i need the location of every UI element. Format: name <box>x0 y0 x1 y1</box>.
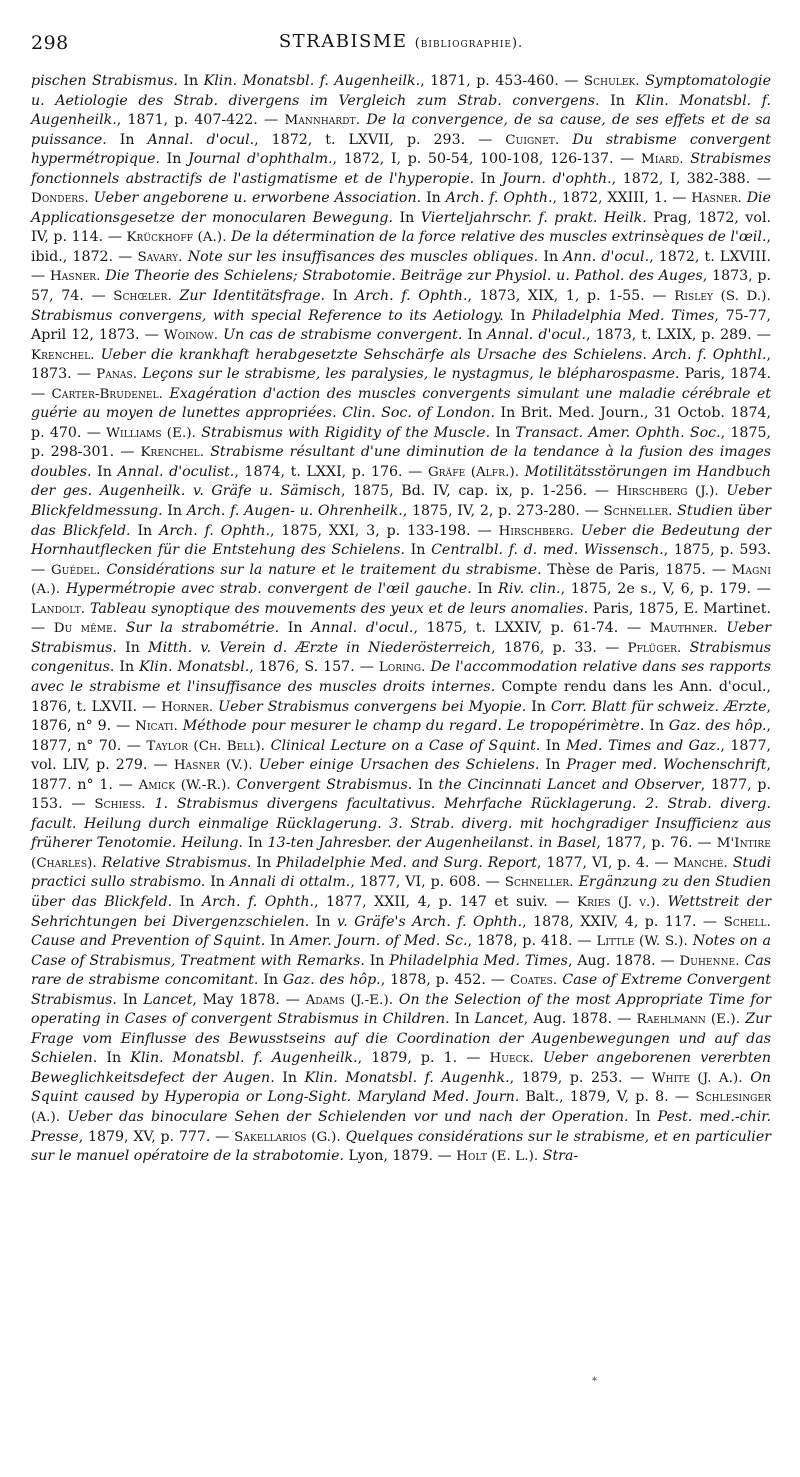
reference-title: Studi practici sullo strabismo. <box>31 854 771 891</box>
reference-journal: Pest. med.-chir. Presse <box>31 1108 771 1145</box>
reference-title: On the Selection of the most Appropriate Time for operating in Cases of convergent Strabismus in Children. <box>31 991 771 1028</box>
reference-author: Duhenne. <box>679 953 740 969</box>
reference-author: Mauthner. <box>649 621 718 637</box>
reference-author: Guédel. <box>50 562 101 578</box>
reference-journal: Gaz. des hôp. <box>282 972 381 989</box>
reference-author: Raehlmann (E.). <box>636 1012 741 1028</box>
reference-details: , 1875, 2e s., V, 6, p. 179. <box>560 581 751 598</box>
reference-author: Hirschberg. <box>498 523 574 539</box>
reference-connector: In <box>265 933 290 950</box>
reference-journal: Riv. clin. <box>498 581 561 598</box>
reference-connector: In <box>474 170 503 187</box>
reference-connector: In <box>172 893 202 910</box>
reference-details: Prag, 1872, vol. IV, p. 114. <box>31 209 771 246</box>
reference-details: , 1875, XXI, 3, p. 133-198. <box>270 522 471 539</box>
reference-details: , 1872, I, 382-388. <box>611 170 751 187</box>
reference-title: Strabismus with Rigidity of the Muscle. <box>201 424 491 441</box>
reference-author: M'Intire (Charles). <box>31 836 771 871</box>
reference-journal: Prager med. Wochenschrift <box>566 757 767 774</box>
reference-connector: In <box>177 73 204 89</box>
reference-title: Considérations sur la nature et le traitement du strabisme. <box>106 561 542 578</box>
reference-details: , 1879, p. 253. <box>509 1069 623 1086</box>
reference-connector: In <box>471 581 499 598</box>
reference-title: Symptomatologie u. Aetiologie des Strab. divergens im Vergleich zum Strab. convergens. <box>31 73 771 109</box>
reference-connector: In <box>490 424 516 441</box>
reference-details: , 1876, p. 33. <box>491 639 597 656</box>
running-head <box>31 28 771 58</box>
reference-details: , 1876, S. 157. <box>249 659 355 676</box>
page-number: 298 <box>31 32 69 54</box>
reference-details: , 1877. n° 1. <box>31 757 771 793</box>
reference-connector: In <box>106 131 148 148</box>
reference-connector: In <box>309 913 337 930</box>
reference-journal: Centralbl. f. d. med. Wissensch. <box>431 542 664 559</box>
reference-title: Ueber die krankhaft herabgesetzte Sehschärfe als Ursache des Schielens. <box>100 346 647 363</box>
reference-connector: In <box>325 288 356 305</box>
reference-details: , 1877, vol. LIV, p. 279. <box>31 737 771 774</box>
reference-title: Sur la strabométrie. <box>125 620 280 637</box>
reference-author: Holt (E. L.). <box>456 1149 539 1165</box>
reference-connector: In <box>538 248 564 265</box>
reference-journal: the Cincinnati Lancet and Observer <box>438 776 701 793</box>
reference-connector: In <box>91 463 118 480</box>
reference-connector: In <box>449 1011 475 1028</box>
reference-connector: In <box>462 327 488 344</box>
page-mark: * <box>592 1376 597 1387</box>
reference-title: Strabisme résultant d'une diminution de la tendance à la fusion des images doubles. <box>31 444 771 480</box>
reference-details: , 1879, p. 1. <box>357 1050 458 1067</box>
reference-details: , 1872, t. LXVII, p. 293. <box>254 131 466 148</box>
reference-title: Notes on a Case of Strabismus, Treatment with Remarks. <box>31 933 771 969</box>
reference-connector: In <box>540 737 566 754</box>
reference-details: Balt., 1879, V, p. 8. <box>519 1089 669 1106</box>
reference-author: Hirschberg (J.). <box>616 484 719 500</box>
bibliography-text: pischen Strabismus. In Klin. Monatsbl. f. Augenheilk., 1871, p. 453-460. — Schulek. Symptomatologie u. Aetiologie des Strab. divergens im Vergleich zum Strab. convergens. In Klin. Monatsbl. f. Augenheilk., 1871, p. 407-422. — Mannhardt. De la convergence, de sa cause, de ses effets et de sa puissance. In Annal. d'ocul., 1872, t. LXVII, p. 293. — Cuignet. Du strabisme convergent hypermétropique. In Journal d'ophthalm., 1872, I, p. 50-54, 100-108, 126-137. — Miard. Strabismes fonctionnels abstractifs de l'astigmatisme et de l'hyperopie. In Journ. d'ophth., 1872, I, 382-388. — Donders. Ueber angeborene u. erworbene Association. In Arch. f. Ophth., 1872, XXIII, 1. — Hasner. Die Applicationsgesetze der monocularen Bewegung. In Vierteljahrschr. f. prakt. Heilk. Prag, 1872, vol. IV, p. 114. — Krückhoff (A.). De la détermination de la force relative des muscles extrinsèques de l'œil., ibid., 1872. — Savary. Note sur les insuffisances des muscles obliques. In Ann. d'ocul., 1872, t. LXVIII. — Hasner. Die Theorie des Schielens; Strabotomie. Beiträge zur Physiol. u. Pathol. des Auges, 1873, p. 57, 74. — Schœler. Zur Identitätsfrage. In Arch. f. Ophth., 1873, XIX, 1, p. 1-55. — Risley (S. D.). Strabismus convergens, with special Reference to its Aetiology. In Philadelphia Med. Times, 75-77, April 12, 1873. — Woinow. Un cas de strabisme convergent. In Annal. d'ocul., 1873, t. LXIX, p. 289. — Krenchel. Ueber die krankhaft herabgesetzte Sehschärfe als Ursache des Schielens. Arch. f. Ophthl., 1873. — Panas. Leçons sur le strabisme, les paralysies, le nystagmus, le blépharospasme. Paris, 1874. — Carter-Brudenel. Exagération d'action des muscles convergents simulant une maladie cérébrale et guérie au moyen de lunettes appropriées. Clin. Soc. of London. In Brit. Med. Journ., 31 Octob. 1874, p. 470. — Williams (E.). Strabismus with Rigidity of the Muscle. In Transact. Amer. Ophth. Soc., 1875, p. 298-301. — Krenchel. Strabisme résultant d'une diminution de la tendance à la fusion des images doubles. In Annal. d'oculist., 1874, t. LXXI, p. 176. — Gräfe (Alfr.). Motilitätsstörungen im Handbuch der ges. Augenheilk. v. Gräfe u. Sämisch, 1875, Bd. IV, cap. ix, p. 1-256. — Hirschberg (J.). Ueber Blickfeldmessung. In Arch. f. Augen- u. Ohrenheilk., 1875, IV, 2, p. 273-280. — Schneller. Studien über das Blickfeld. In Arch. f. Ophth., 1875, XXI, 3, p. 133-198. — Hirschberg. Ueber die Bedeutung der Hornhautflecken für die Entstehung des Schielens. In Centralbl. f. d. med. Wissensch., 1875, p. 593. — Guédel. Considérations sur la nature et le traitement du strabisme. Thèse de Paris, 1875. — Magni (A.). Hypermétropie avec strab. convergent de l'œil gauche. In Riv. clin., 1875, 2e s., V, 6, p. 179. — Landolt. Tableau synoptique des mouvements des yeux et de leurs anomalies. Paris, 1875, E. Martinet. — Du même. Sur la strabométrie. In Annal. d'ocul., 1875, t. LXXIV, p. 61-74. — Mauthner. Ueber Strabismus. In Mitth. v. Verein d. Ærzte in Niederösterreich, 1876, p. 33. — Pflüger. Strabismus congenitus. In Klin. Monatsbl., 1876, S. 157. — Loring. De l'accommodation relative dans ses rapports avec le strabisme et l'insuffisance des muscles droits internes. Compte rendu dans les Ann. d'ocul., 1876, t. LXVII. — Horner. Ueber Strabismus convergens bei Myopie. In Corr. Blatt für schweiz. Ærzte, 1876, n° 9. — Nicati. Méthode pour mesurer le champ du regard. Le tropopérimètre. In Gaz. des hôp., 1877, n° 70. — Taylor (Ch. Bell). Clinical Lecture on a Case of Squint. In Med. Times and Gaz., 1877, vol. LIV, p. 279. — Hasner (V.). Ueber einige Ursachen des Schielens. In Prager med. Wochenschrift, 1877. n° 1. — Amick (W.-R.). Convergent Strabismus. In the Cincinnati Lancet and Observer, 1877, p. 153. — Schiess. 1. Strabismus divergens facultativus. Mehrfache Rücklagerung. 2. Strab. diverg. facult. Heilung durch einmalige Rücklagerung. 3. Strab. diverg. mit hochgradiger Insufficienz aus früherer Tenotomie. Heilung. In 13-ten Jahresber. der Augenheilanst. in Basel, 1877, p. 76. — M'Intire (Charles). Relative Strabismus. In Philadelphie Med. and Surg. Report, 1877, VI, p. 4. — Manché. Studi practici sullo strabismo. In Annali di ottalm., 1877, VI, p. 608. — Schneller. Ergänzung zu den Studien über das Blickfeld. In Arch. f. Ophth., 1877, XXII, 4, p. 147 et suiv. — Kries (J. v.). Wettstreit der Sehrichtungen bei Divergenzschielen. In v. Gräfe's Arch. f. Ophth., 1878, XXIV, 4, p. 117. — Schell. Cause and Prevention of Squint. In Amer. Journ. of Med. Sc., 1878, p. 418. — Little (W. S.). Notes on a Case of Strabismus, Treatment with Remarks. In Philadelphia Med. Times, Aug. 1878. — Duhenne. Cas rare de strabisme concomitant. In Gaz. des hôp., 1878, p. 452. — Coates. Case of Extreme Convergent Strabismus. In Lancet, May 1878. — Adams (J.-E.). On the Selection of the most Appropriate Time for operating in Cases of convergent Strabismus in Children. In Lancet, Aug. 1878. — Raehlmann (E.). Zur Frage vom Einflusse des Bewusstseins auf die Coordination der Augenbewegungen und auf das Schielen. In Klin. Monatsbl. f. Augenheilk., 1879, p. 1. — Hueck. Ueber angeborenen vererbten Beweglichkeitsdefect der Augen. In Klin. Monatsbl. f. Augenhk., 1879, p. 253. — White (J. A.). On Squint caused by Hyperopia or Long-Sight. Maryland Med. Journ. Balt., 1879, V, p. 8. — Schlesinger (A.). Ueber das binoculare Sehen der Schielenden vor und nach der Operation. In Pest. med.-chir. Presse, 1879, XV, p. 777. — Sakellarios (G.). Quelques considérations sur le strabisme, et en particulier sur le manuel opératoire de la strabotomie. Lyon, 1879. — Holt (E. L.). Stra- <box>31 73 772 1165</box>
reference-title: De l'accommodation relative dans ses rapports avec le strabisme et l'insuffisance des muscles droits internes. <box>31 659 771 695</box>
reference-details: , Aug. 1878. <box>567 952 656 969</box>
reference-journal: Klin. Monatsbl. f. Augenheilk. <box>130 1050 358 1067</box>
reference-author: Gräfe (Alfr.). <box>427 464 520 480</box>
reference-journal: Med. Times and Gaz. <box>565 737 721 754</box>
reference-connector: In <box>421 190 446 207</box>
reference-author: Cuignet. <box>505 132 560 148</box>
reference-author: Sakellarios (G.). <box>234 1129 341 1145</box>
reference-journal: Lancet <box>143 991 193 1008</box>
reference-connector: In <box>644 718 669 735</box>
reference-details: , 1877, VI, p. 4. <box>536 854 650 871</box>
reference-journal: Klin. Monatsbl. f. Augenheilk. <box>31 92 772 129</box>
reference-title: On Squint caused by Hyperopia or Long-Sight. <box>31 1069 771 1106</box>
reference-journal: Vierteljahrschr. f. prakt. Heilk. <box>420 209 647 226</box>
reference-author: Horner. <box>161 699 214 715</box>
reference-title: Ueber Blickfeldmessung. <box>31 483 771 520</box>
reference-connector: In <box>130 522 160 539</box>
reference-details: , 1877, p. 153. <box>31 776 771 813</box>
reference-journal: Annal. d'ocul. <box>311 620 414 637</box>
reference-connector: In <box>116 991 144 1008</box>
reference-details: , 1877, VI, p. 608. <box>350 874 481 891</box>
reference-journal: Lancet <box>474 1011 524 1028</box>
reference-author: Hasner (V.). <box>173 758 253 774</box>
reference-details: , 1873. <box>31 346 771 383</box>
reference-title: pischen Strabismus. <box>31 73 178 89</box>
reference-author: Williams (E.). <box>106 425 197 441</box>
reference-title: Cause and Prevention of Squint. <box>31 933 266 950</box>
reference-details: , 1875, t. LXXIV, p. 61-74. <box>413 620 619 637</box>
reference-journal: Amer. Journ. of Med. Sc. <box>289 933 468 950</box>
reference-details: , 1875, IV, 2, p. 273-280. <box>402 503 580 520</box>
reference-details: , 1877, n° 70. <box>31 718 771 754</box>
reference-connector: In <box>274 1069 305 1086</box>
reference-connector: In <box>279 620 312 637</box>
reference-author: Hueck. <box>489 1051 534 1067</box>
reference-title: Strabismus convergens, with special Reference to its Aetiology. <box>31 307 504 324</box>
reference-title: Zur Frage vom Einflusse des Bewusstseins auf die Coordination der Augenbewegungen und auf das Schielen. <box>31 1011 771 1067</box>
running-title-main: STRABISME <box>278 31 408 52</box>
reference-title: Exagération d'action des muscles convergents simulant une maladie cérébrale et guérie au moyen de lunettes appropriées. <box>31 385 771 422</box>
reference-connector: In <box>114 659 140 676</box>
reference-author: White (J. A.). <box>651 1070 743 1086</box>
reference-details: , 1871, p. 407-422. <box>116 112 258 129</box>
reference-author: Krückhoff (A.). <box>126 230 227 246</box>
reference-title: Méthode pour mesurer le champ du regard. Le tropopérimètre. <box>182 718 645 735</box>
reference-title: Hypermétropie avec strab. convergent de l'œil gauche. <box>65 581 472 598</box>
reference-details: In Brit. Med. Journ., 31 Octob. 1874, p. 470. <box>31 405 772 441</box>
reference-journal: 13-ten Jahresber. der Augenheilanst. in Basel <box>267 835 597 852</box>
reference-connector: In <box>97 1050 131 1067</box>
reference-journal: Maryland Med. Journ. <box>357 1089 520 1106</box>
reference-title: Ueber einige Ursachen des Schielens. <box>258 757 540 774</box>
reference-title: Un cas de strabisme convergent. <box>223 327 463 344</box>
reference-details: , Aug. 1878. <box>523 1011 613 1028</box>
reference-author: Taylor (Ch. Bell). <box>146 738 266 754</box>
reference-title: Ueber die Bedeutung der Hornhautflecken für die Entstehung des Schielens. <box>31 522 771 559</box>
reference-title: Strabismes fonctionnels abstractifs de l'astigmatisme et de l'hyperopie. <box>31 151 771 187</box>
reference-details: Lyon, 1879. <box>348 1148 434 1165</box>
reference-title: Die Applicationsgesetze der monocularen Bewegung. <box>31 190 771 226</box>
reference-details: , 1872, XXIII, 1. <box>552 190 668 207</box>
reference-title: Strabismus congenitus. <box>31 639 771 676</box>
reference-title: Convergent Strabismus. <box>236 776 413 793</box>
reference-details: , 1874, t. LXXI, p. 176. <box>234 463 403 480</box>
reference-title: Die Theorie des Schielens; Strabotomie. <box>105 268 396 285</box>
reference-title: Tableau synoptique des mouvements des yeux et de leurs anomalies. <box>89 600 589 617</box>
reference-title: Zur Identitätsfrage. <box>179 288 325 305</box>
reference-author: Carter-Brudenel. <box>51 386 164 402</box>
reference-details: , 1873, t. LXIX, p. 289. <box>586 327 752 344</box>
reference-journal: Arch. f. Ophth. <box>159 522 270 539</box>
reference-details: Paris, 1874. <box>684 366 772 383</box>
reference-journal: Klin. Monatsbl. <box>139 659 250 676</box>
reference-title: Du strabisme convergent hypermétropique. <box>31 131 771 168</box>
reference-author: Savary. <box>137 249 183 265</box>
reference-details: , 1879, XV, p. 777. <box>78 1128 211 1145</box>
reference-journal: Clin. Soc. of London. <box>342 405 496 422</box>
reference-author: Pflüger. <box>627 640 682 656</box>
reference-title: Relative Strabismus. <box>101 854 252 871</box>
reference-journal: Journal d'ophthalm. <box>188 151 333 168</box>
reference-connector: In <box>405 542 432 559</box>
reference-connector: In <box>393 209 421 226</box>
reference-journal: Arch. f. Ophth. <box>355 288 468 305</box>
reference-author: Kries (J. v.). <box>577 894 661 910</box>
reference-details: , 1871, p. 453-460. <box>420 73 559 89</box>
reference-title: Ueber angeborenen vererbten Beweglichkeitsdefect der Augen. <box>31 1050 771 1086</box>
reference-journal: v. Gräfe's Arch. f. Ophth. <box>336 913 523 930</box>
reference-details: ibid., 1872. <box>31 248 114 265</box>
running-title <box>31 31 771 52</box>
reference-title: Motilitätsstörungen im Handbuch der ges. Augenheilk. v. Gräfe u. Sämisch <box>31 463 772 500</box>
reference-author: Magni (A.). <box>31 562 771 598</box>
reference-details: , 1878, p. 452. <box>380 972 486 989</box>
reference-details: , 1877, XXII, 4, p. 147 et suiv. <box>313 893 548 910</box>
reference-connector: In <box>160 151 189 168</box>
running-title-subtitle: (bibliographie). <box>414 36 524 51</box>
reference-connector: In <box>526 698 551 715</box>
reference-title: Stra- <box>542 1148 579 1165</box>
reference-details: , 1876, n° 9. <box>31 698 771 735</box>
reference-connector: In <box>628 1108 658 1125</box>
reference-author: Schneller. <box>603 504 673 520</box>
reference-details: , May 1878. <box>192 991 280 1008</box>
reference-connector: , <box>766 229 771 246</box>
reference-connector: In <box>599 92 636 109</box>
reference-connector: In <box>205 874 230 891</box>
reference-author: Adams (J.-E.). <box>305 992 394 1008</box>
reference-journal: Philadelphie Med. and Surg. Report <box>276 854 537 871</box>
reference-details: , 1878, XXIV, 4, p. 117. <box>522 913 697 930</box>
reference-journal: Klin. Monatsbl. f. Augenheilk. <box>203 73 421 89</box>
reference-journal: Annal. d'ocul. <box>487 327 587 344</box>
reference-details: , 1878, p. 418. <box>467 933 573 950</box>
reference-journal: Philadelphia Med. Times <box>389 952 568 969</box>
reference-author: Schœler. <box>113 289 172 305</box>
reference-journal: Gaz. des hôp. <box>668 718 767 735</box>
reference-title: Ueber Strabismus. <box>31 620 771 656</box>
reference-journal: Beiträge zur Physiol. u. Pathol. des Auges <box>400 268 703 285</box>
reference-journal: Annali di ottalm. <box>229 874 351 891</box>
reference-details: , 1875, p. 593. <box>663 542 771 559</box>
reference-journal: Arch. f. Ophth. <box>445 190 553 207</box>
reference-title: Clinical Lecture on a Case of Squint. <box>270 737 541 754</box>
reference-author: Schulek. <box>583 74 640 89</box>
reference-details: Thèse de Paris, 1875. <box>547 561 706 578</box>
reference-journal: Ann. d'ocul. <box>563 248 650 265</box>
reference-author: Amick (W.-R.). <box>138 777 231 793</box>
reference-title: Ergänzung zu den Studien über das Blickfeld. <box>31 874 771 910</box>
reference-journal: Arch. f. Augen- u. Ohrenheilk. <box>186 503 403 520</box>
reference-author: Manché. <box>673 855 728 871</box>
reference-details: Paris, 1875, E. Martinet. <box>592 600 771 617</box>
reference-author: Landolt. <box>31 601 86 617</box>
reference-author: Mannhardt. <box>284 113 361 129</box>
reference-title: Cas rare de strabisme concomitant. <box>31 952 771 989</box>
reference-connector: In <box>412 776 439 793</box>
reference-title: De la convergence, de sa cause, de ses effets et de sa puissance. <box>31 112 771 148</box>
reference-title: Leçons sur le strabisme, les paralysies, le nystagmus, le blépharospasme. <box>142 366 680 383</box>
reference-title: Note sur les insuffisances des muscles obliques. <box>187 248 539 265</box>
reference-author: Risley (S. D.). <box>674 289 771 305</box>
reference-title: Wettstreit der Sehrichtungen bei Divergenzschielen. <box>31 893 771 930</box>
reference-author: Schiess. <box>94 797 146 813</box>
reference-details: , 1873, p. 57, 74. <box>31 268 772 305</box>
reference-title: Studien über das Blickfeld. <box>31 503 771 539</box>
reference-author: Loring. <box>378 660 426 676</box>
reference-author: Schneller. <box>504 875 574 891</box>
reference-journal: Arch. f. Ophth. <box>201 893 314 910</box>
reference-author: Coates. <box>509 973 558 989</box>
reference-details: , 75-77, April 12, 1873. <box>31 307 771 344</box>
reference-author: Little (W. S.). <box>596 934 688 950</box>
reference-title: De la détermination de la force relative des muscles extrinsèques de l'œil. <box>231 229 767 246</box>
reference-connector: In <box>242 835 268 852</box>
reference-connector: In <box>258 972 283 989</box>
reference-details: , 1872, t. LXVIII. <box>649 248 771 265</box>
reference-details: Compte rendu dans les Ann. d'ocul., 1876, t. LXVII. <box>31 678 771 715</box>
reference-author: Schlesinger (A.). <box>31 1090 771 1125</box>
reference-title: Ueber angeborene u. erworbene Association. <box>93 190 422 207</box>
reference-title: Quelques considérations sur le strabisme, et en particulier sur le manuel opératoire de la strabotomie. <box>31 1128 771 1165</box>
reference-title: Ueber Strabismus convergens bei Myopie. <box>218 698 527 715</box>
reference-connector: In <box>162 503 187 520</box>
reference-connector: In <box>539 757 567 774</box>
reference-author: Krenchel. <box>31 347 95 363</box>
reference-author: Du même. <box>53 621 118 637</box>
reference-title: 1. Strabismus divergens facultativus. Mehrfache Rücklagerung. 2. Strab. diverg. facult. Heilung durch einmalige Rücklagerung. 3. Strab. diverg. mit hochgradiger Insufficienz aus früherer Tenotomie. Heilung. <box>31 796 771 852</box>
reference-connector: In <box>251 854 277 871</box>
reference-author: Nicati. <box>135 719 178 735</box>
reference-details: 1875, Bd. IV, cap. ix, p. 1-256. <box>353 483 588 500</box>
reference-details: , 1875, p. 298-301. <box>31 424 772 461</box>
reference-author: Schell. <box>723 914 771 930</box>
reference-author: Panas. <box>96 367 138 383</box>
reference-journal: Annal. d'oculist. <box>117 463 235 480</box>
reference-journal: Klin. Monatsbl. f. Augenhk. <box>304 1069 510 1086</box>
reference-details: , 1877, p. 76. <box>596 835 693 852</box>
reference-journal: Arch. f. Ophthl. <box>652 346 767 363</box>
reference-details: , 1872, I, p. 50-54, 100-108, 126-137. <box>332 151 614 168</box>
reference-journal: Philadelphia Med. Times <box>531 307 715 324</box>
reference-connector: In <box>116 639 149 656</box>
reference-author: Hasner. <box>49 269 101 285</box>
reference-title: Ueber das binoculare Sehen der Schielenden vor und nach der Operation. <box>67 1108 629 1125</box>
reference-author: Hasner. <box>691 191 742 207</box>
reference-author: Woinow. <box>163 328 219 344</box>
reference-connector: In <box>503 307 532 324</box>
reference-connector: In <box>364 952 390 969</box>
reference-journal: Transact. Amer. Ophth. Soc. <box>515 424 721 441</box>
reference-journal: Corr. Blatt für schweiz. Ærzte <box>550 698 767 715</box>
reference-author: Krenchel. <box>140 445 205 461</box>
reference-author: Miard. <box>641 152 684 168</box>
reference-connector: , <box>340 483 354 500</box>
reference-title: Case of Extreme Convergent Strabismus. <box>31 972 771 1008</box>
reference-journal: Mitth. v. Verein d. Ærzte in Niederösterreich <box>148 639 492 656</box>
reference-details: , 1873, XIX, 1, p. 1-55. <box>467 288 645 305</box>
reference-journal: Annal. d'ocul. <box>147 131 255 148</box>
reference-author: Donders. <box>31 191 89 207</box>
reference-journal: Journ. d'ophth. <box>502 170 612 187</box>
